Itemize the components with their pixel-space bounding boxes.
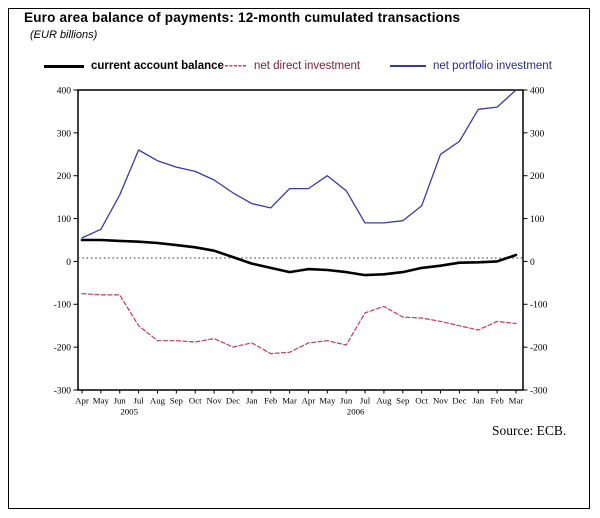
x-axis xyxy=(75,390,523,417)
svg-text:Mar: Mar xyxy=(508,395,524,406)
svg-text:Sep: Sep xyxy=(169,395,183,406)
svg-text:Apr: Apr xyxy=(75,395,89,406)
svg-text:-300: -300 xyxy=(530,386,548,397)
svg-text:200: 200 xyxy=(56,172,71,183)
svg-text:-200: -200 xyxy=(53,343,71,354)
svg-text:100: 100 xyxy=(530,214,545,225)
svg-text:400: 400 xyxy=(530,86,545,97)
source-note: Source: ECB. xyxy=(492,423,567,438)
svg-text:400: 400 xyxy=(56,86,71,97)
svg-text:100: 100 xyxy=(56,214,71,225)
svg-text:Feb: Feb xyxy=(264,395,278,406)
svg-text:Jan: Jan xyxy=(245,395,258,406)
legend-item-net-direct xyxy=(220,58,360,74)
legend-label-direct: net direct investment xyxy=(253,60,361,72)
legend-item-net-portfolio xyxy=(390,58,552,74)
chart-title: Euro area balance of payments: 12-month cumulated transactions xyxy=(24,10,461,25)
legend-label-current: current account balance xyxy=(91,60,224,72)
plot-box xyxy=(78,90,523,390)
svg-text:Dec: Dec xyxy=(225,395,241,406)
svg-text:Apr: Apr xyxy=(301,395,316,406)
legend-line-sample-portfolio xyxy=(390,65,426,67)
legend-item-current-account xyxy=(44,58,224,74)
svg-text:Jun: Jun xyxy=(113,395,126,406)
svg-text:May: May xyxy=(319,395,336,406)
svg-text:300: 300 xyxy=(530,129,545,140)
svg-text:Nov: Nov xyxy=(206,395,222,406)
svg-text:300: 300 xyxy=(56,129,71,140)
line-chart xyxy=(0,85,600,421)
series-net-portfolio-investment xyxy=(82,90,516,238)
legend-label-portfolio: net portfolio investment xyxy=(433,60,552,72)
series-net-direct-investment xyxy=(82,294,516,354)
svg-text:Aug: Aug xyxy=(376,395,392,406)
svg-text:Mar: Mar xyxy=(282,395,297,406)
svg-text:-100: -100 xyxy=(530,300,548,311)
svg-text:Dec: Dec xyxy=(452,395,467,406)
svg-text:Jul: Jul xyxy=(133,395,144,406)
svg-text:Nov: Nov xyxy=(432,395,449,406)
svg-text:Aug: Aug xyxy=(149,395,166,406)
svg-text:-300: -300 xyxy=(53,386,71,397)
svg-text:0: 0 xyxy=(530,257,535,268)
year-label: 2006 xyxy=(346,406,365,417)
svg-text:Sep: Sep xyxy=(396,395,410,406)
svg-text:-100: -100 xyxy=(53,300,71,311)
svg-text:Oct: Oct xyxy=(415,395,429,406)
chart-subtitle: (EUR billions) xyxy=(30,29,98,41)
svg-text:May: May xyxy=(92,395,109,406)
svg-text:Oct: Oct xyxy=(188,395,202,406)
legend-line-sample-current xyxy=(44,65,84,68)
year-label: 2005 xyxy=(120,406,138,417)
svg-text:Jan: Jan xyxy=(472,395,485,406)
svg-text:-200: -200 xyxy=(530,343,548,354)
legend-dash-sample-direct: ------ xyxy=(220,58,247,72)
svg-text:Jun: Jun xyxy=(340,395,353,406)
svg-text:Jul: Jul xyxy=(359,395,371,406)
svg-text:0: 0 xyxy=(66,257,71,268)
svg-text:Feb: Feb xyxy=(490,395,504,406)
svg-text:200: 200 xyxy=(530,172,545,183)
